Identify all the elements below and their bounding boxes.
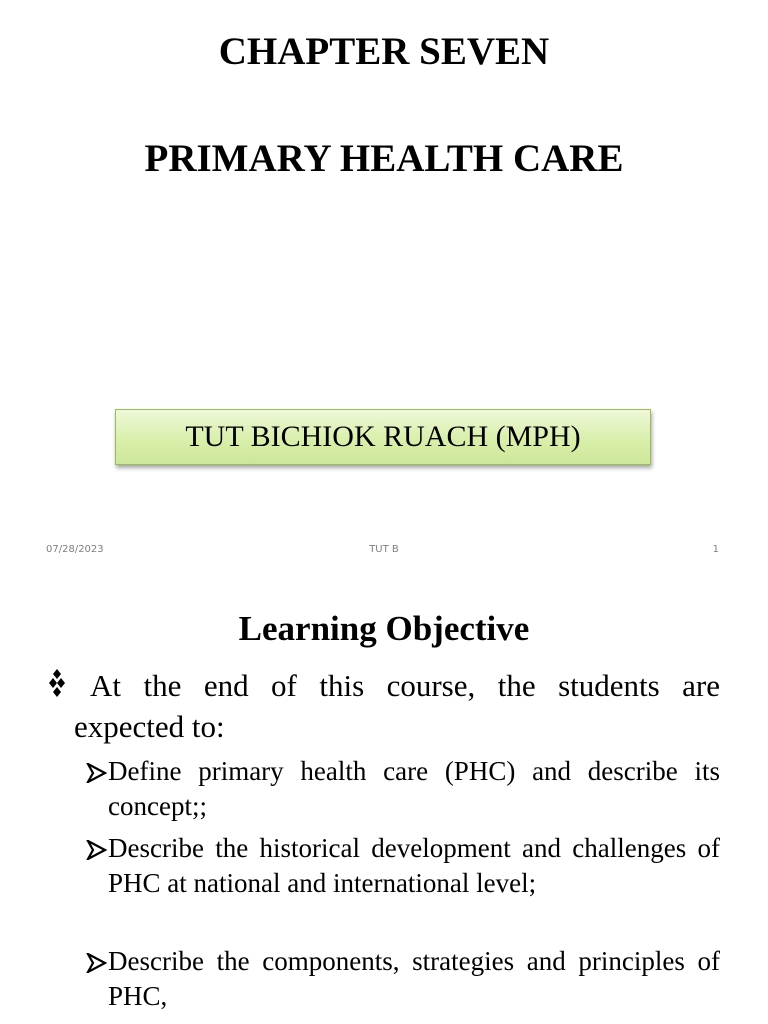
footer-date: 07/28/2023 bbox=[46, 544, 104, 555]
chapter-heading: CHAPTER SEVEN bbox=[218, 30, 550, 73]
author-box bbox=[115, 409, 651, 465]
objective-item bbox=[86, 831, 720, 901]
arrowhead-bullet-icon bbox=[86, 763, 108, 783]
page-title: PRIMARY HEALTH CARE bbox=[144, 137, 624, 180]
arrowhead-bullet-icon bbox=[86, 953, 108, 973]
objective-text: Define primary health care (PHC) and describe its concept;; bbox=[108, 756, 720, 821]
objectives-slide bbox=[0, 575, 768, 1024]
footer-author: TUT B bbox=[369, 544, 399, 555]
arrowhead-bullet-icon bbox=[86, 840, 108, 860]
objective-item bbox=[86, 944, 720, 1014]
objective-text: Describe the historical development and challenges of PHC at national and international level; bbox=[108, 833, 720, 898]
objective-text: Describe the components, strategies and principles of PHC, bbox=[108, 946, 720, 1011]
lead-paragraph: At the end of this course, the students are expected to: bbox=[74, 668, 720, 744]
footer-page-number: 1 bbox=[712, 544, 719, 555]
author-name: TUT BICHIOK RUACH (MPH) bbox=[185, 420, 581, 453]
objective-item bbox=[86, 754, 720, 824]
section-title: Learning Objective bbox=[238, 609, 530, 648]
